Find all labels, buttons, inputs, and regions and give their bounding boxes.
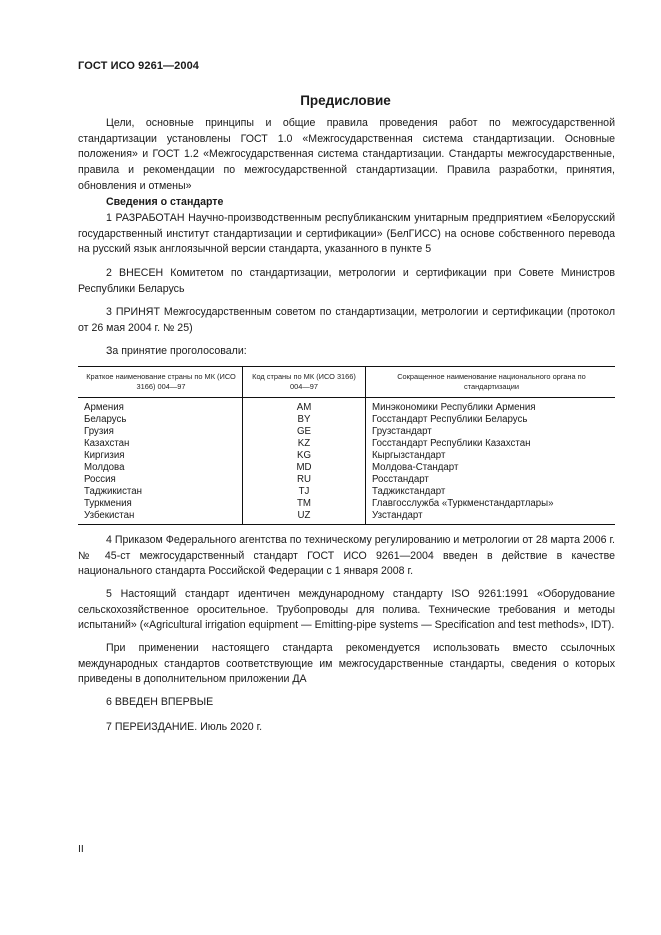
item-4-order: 4 Приказом Федерального агентства по техническому регулированию и метрологии от 28 марта 2006 г. № 45-ст межгосударственный стандарт ГОСТ ИСО 9261—2004 введен в действие в качестве национального стандарта Российской Федерации с 1 января 2008 г. [78,534,615,578]
code-cell: KZ [243,438,366,450]
item-1-developed: 1 РАЗРАБОТАН Научно-производственным республиканским унитарным предприятием «Белорусский государственный институт стандартизации и сертификации» (БелГИСС) на основе собственного перевода на русский язык англоязычной версии стандарта, указанного в пункте 5 [78,212,615,256]
document-code-header: ГОСТ ИСО 9261—2004 [78,60,200,72]
country-cell: Киргизия [84,450,125,461]
authority-cell: Минэкономики Республики Армения [366,398,616,415]
item-2-submitted: 2 ВНЕСЕН Комитетом по стандартизации, метрологии и сертификации при Совете Министров Республики Беларусь [78,267,615,295]
section-heading: Сведения о стандарте [106,196,224,208]
item-6-first-introduced: 6 ВВЕДЕН ВПЕРВЫЕ [106,696,214,708]
authority-cell: Таджикстандарт [366,486,616,498]
country-cell: Казахстан [84,438,130,449]
code-cell: TJ [243,486,366,498]
country-cell: Таджикистан [84,486,142,497]
intro-paragraph: Цели, основные принципы и общие правила проведения работ по межгосударственной стандартизации установлены ГОСТ 1.0 «Межгосударственная система стандартизации. Основные положения» и ГОСТ 1.2 «Межгосударственная система стандартизации. Стандарты межгосударственные, правила и рекомендации по межгосударственной стандартизации. Правила разработки, принятия, обновления и отмены» [78,117,615,192]
authority-cell: Молдова-Стандарт [366,462,616,474]
authority-cell: Главгосслужба «Туркменстандартлары» [366,498,616,510]
country-cell: Беларусь [84,414,127,425]
item-5-identical: 5 Настоящий стандарт идентичен международному стандарту ISO 9261:1991 «Оборудование сельскохозяйственное оросительное. Трубопроводы для полива. Технические требования и методы испытаний» («Agricultural irrigation equipment — Emitting-pipe systems — Specification and test methods», IDT). [78,588,615,632]
authority-cell: Узстандарт [366,510,616,525]
code-cell: KG [243,450,366,462]
authority-cell: Росстандарт [366,474,616,486]
table-row [78,462,615,474]
table-row [78,510,615,525]
code-cell: UZ [243,510,366,525]
table-row [78,486,615,498]
code-cell: GE [243,426,366,438]
authority-cell: Кыргызстандарт [366,450,616,462]
column-header-country: Краткое наименование страны по МК (ИСО 3166) 004—97 [78,367,243,398]
column-header-authority: Сокращенное наименование национального органа по стандартизации [366,367,616,398]
country-cell: Туркмения [84,498,132,509]
item-5-note: При применении настоящего стандарта рекомендуется использовать вместо ссылочных международных стандартов соответствующие им межгосударственные стандарты, сведения о которых приведены в дополнительном приложении ДА [78,642,615,686]
code-cell: AM [243,398,366,415]
table-row [78,426,615,438]
vote-caption: За принятие проголосовали: [106,345,247,357]
code-cell: RU [243,474,366,486]
table-row [78,498,615,510]
authority-cell: Госстандарт Республики Казахстан [366,438,616,450]
code-cell: BY [243,414,366,426]
item-3-adopted: 3 ПРИНЯТ Межгосударственным советом по стандартизации, метрологии и сертификации (протокол от 26 мая 2004 г. № 25) [78,306,615,334]
authority-cell: Госстандарт Республики Беларусь [366,414,616,426]
page-number: II [78,843,84,855]
authority-cell: Грузстандарт [366,426,616,438]
table-row [78,438,615,450]
country-cell: Грузия [84,426,114,437]
table-row [78,474,615,486]
table-row [78,450,615,462]
column-header-code: Код страны по МК (ИСО 3166) 004—97 [243,367,366,398]
country-cell: Армения [84,402,124,413]
code-cell: TM [243,498,366,510]
voting-countries-table [78,366,615,525]
table-row [78,398,615,415]
country-cell: Узбекистан [78,510,243,525]
code-cell: MD [243,462,366,474]
country-cell: Россия [84,474,116,485]
item-7-reissue: 7 ПЕРЕИЗДАНИЕ. Июль 2020 г. [106,721,263,733]
table-row [78,414,615,426]
table-header-row [78,367,615,398]
country-cell: Молдова [84,462,125,473]
page-title: Предисловие [300,93,391,108]
